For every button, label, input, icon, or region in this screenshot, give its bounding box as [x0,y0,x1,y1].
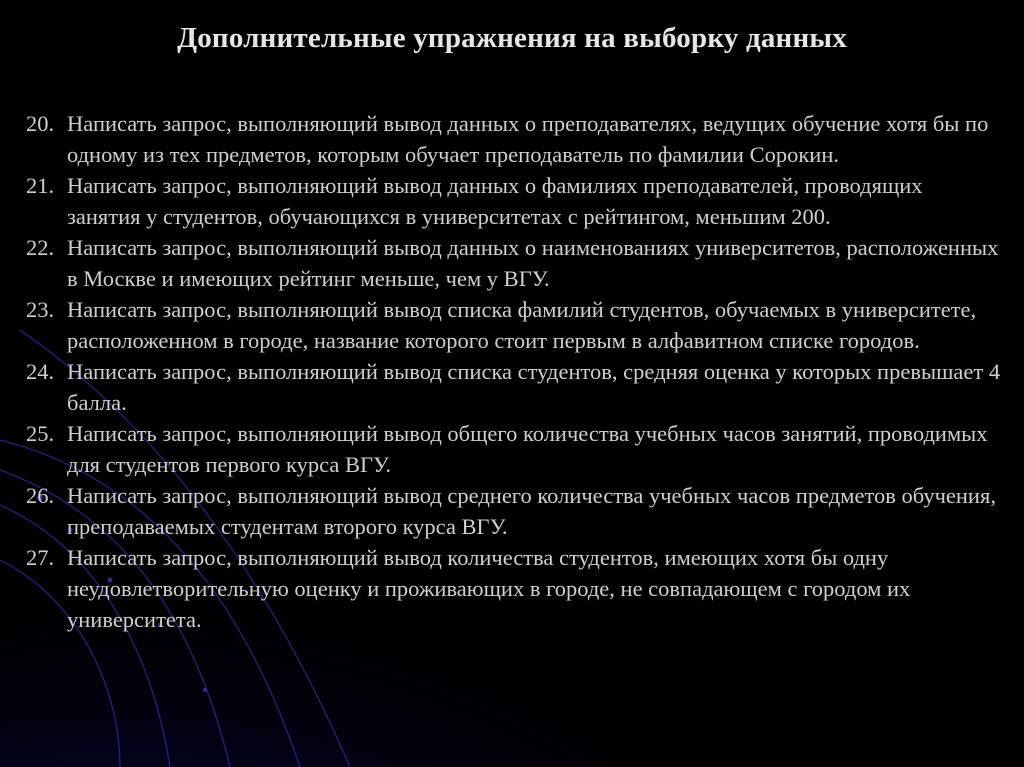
list-item [26,356,1001,418]
task-number: 23. [26,297,55,322]
list-item [26,418,1001,480]
task-number: 22. [26,235,55,260]
list-item [26,232,1001,294]
list-item [26,108,1001,170]
task-text: Написать запрос, выполняющий вывод данных о наименованиях университетов, расположенных в Москве и имеющих рейтинг меньше, чем у ВГУ. [67,235,999,291]
list-item [26,170,1001,232]
list-item [26,480,1001,542]
task-text: Написать запрос, выполняющий вывод количества студентов, имеющих хотя бы одну неудовлетворительную оценку и проживающих в городе, не совпадающем с городом их университета. [67,545,911,632]
task-number: 21. [26,173,55,198]
task-number: 20. [26,111,55,136]
task-list [26,108,1001,635]
task-number: 25. [26,421,55,446]
task-text: Написать запрос, выполняющий вывод данных о преподавателях, ведущих обучение хотя бы по одному из тех предметов, которым обучает преподаватель по фамилии Сорокин. [67,111,989,167]
task-text: Написать запрос, выполняющий вывод данных о фамилиях преподавателей, проводящих занятия у студентов, обучающихся в университетах с рейтингом, меньшим 200. [67,173,923,229]
task-text: Написать запрос, выполняющий вывод списка студентов, средняя оценка у которых превышает 4 балла. [67,359,1001,415]
task-number: 27. [26,545,55,570]
task-number: 24. [26,359,55,384]
slide-title: Дополнительные упражнения на выборку данных [177,22,847,54]
task-number: 26. [26,483,55,508]
task-text: Написать запрос, выполняющий вывод списка фамилий студентов, обучаемых в университете, расположенном в городе, название которого стоит первым в алфавитном списке городов. [67,297,977,353]
task-text: Написать запрос, выполняющий вывод общего количества учебных часов занятий, проводимых для студентов первого курса ВГУ. [67,421,988,477]
task-text: Написать запрос, выполняющий вывод среднего количества учебных часов предметов обучения, преподаваемых студентам второго курса ВГУ. [67,483,996,539]
list-item [26,542,1001,635]
list-item [26,294,1001,356]
